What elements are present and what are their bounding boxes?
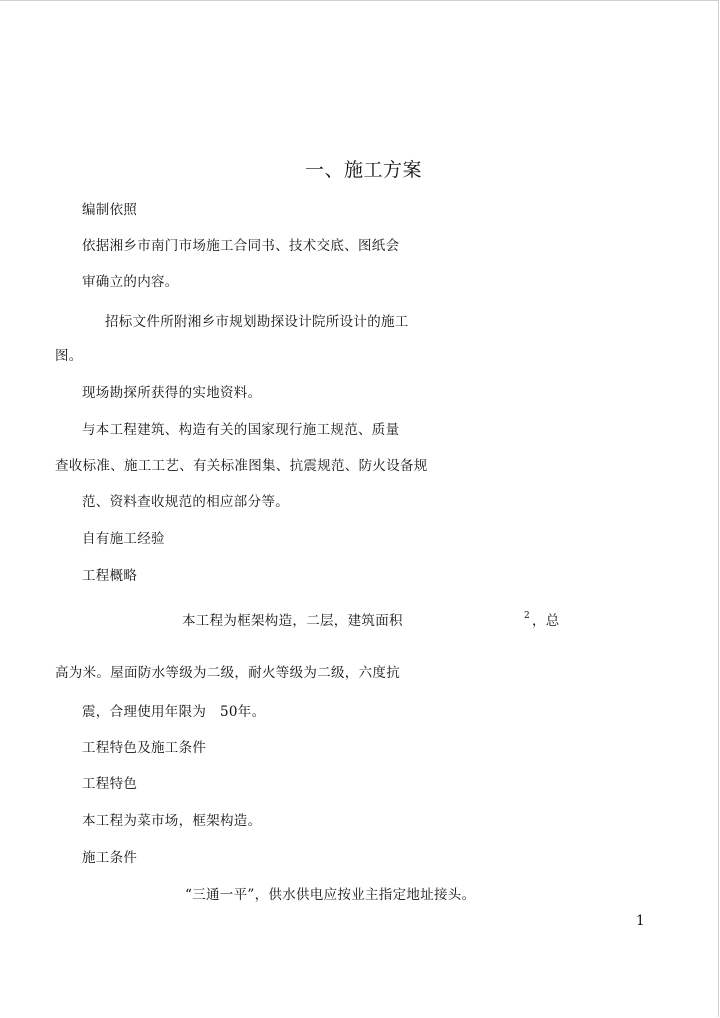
text-line: 工程概略: [82, 568, 138, 584]
text-line: 现场勘探所获得的实地资料。: [82, 385, 262, 401]
text-line: 依据湘乡市南门市场施工合同书、技术交底、图纸会: [82, 238, 400, 254]
text-line: 招标文件所附湘乡市规划勘探设计院所设计的施工: [105, 314, 409, 330]
text-line: 与本工程建筑、构造有关的国家现行施工规范、质量: [82, 422, 400, 438]
page-title: 一、施工方案: [305, 159, 423, 181]
text-line: “三通一平”，供水供电应按业主指定地址接头。: [185, 887, 476, 903]
text-line-tail: ，总: [532, 613, 560, 629]
text-line: 本工程为框架构造，二层，建筑面积: [182, 613, 403, 629]
text-line: 查收标准、施工工艺、有关标准图集、抗震规范、防火设备规: [55, 458, 428, 474]
text-line: 审确立的内容。: [82, 274, 179, 290]
text-line: 工程特色: [82, 776, 138, 792]
superscript-2: 2: [524, 611, 530, 621]
text-line: 范、资料查收规范的相应部分等。: [82, 494, 289, 510]
text-line: 工程特色及施工条件: [82, 740, 207, 756]
text-line: 震，合理使用年限为 50年。: [82, 704, 266, 720]
text-line: 编制依照: [82, 202, 138, 218]
text-line: 图。: [55, 348, 83, 364]
text-line: 本工程为菜市场，框架构造。: [82, 813, 262, 829]
page-number: 1: [636, 913, 645, 929]
text-line: 施工条件: [82, 850, 138, 866]
text-line: 自有施工经验: [82, 531, 165, 547]
text-line: 高为米。屋面防水等级为二级，耐火等级为二级，六度抗: [55, 665, 400, 681]
